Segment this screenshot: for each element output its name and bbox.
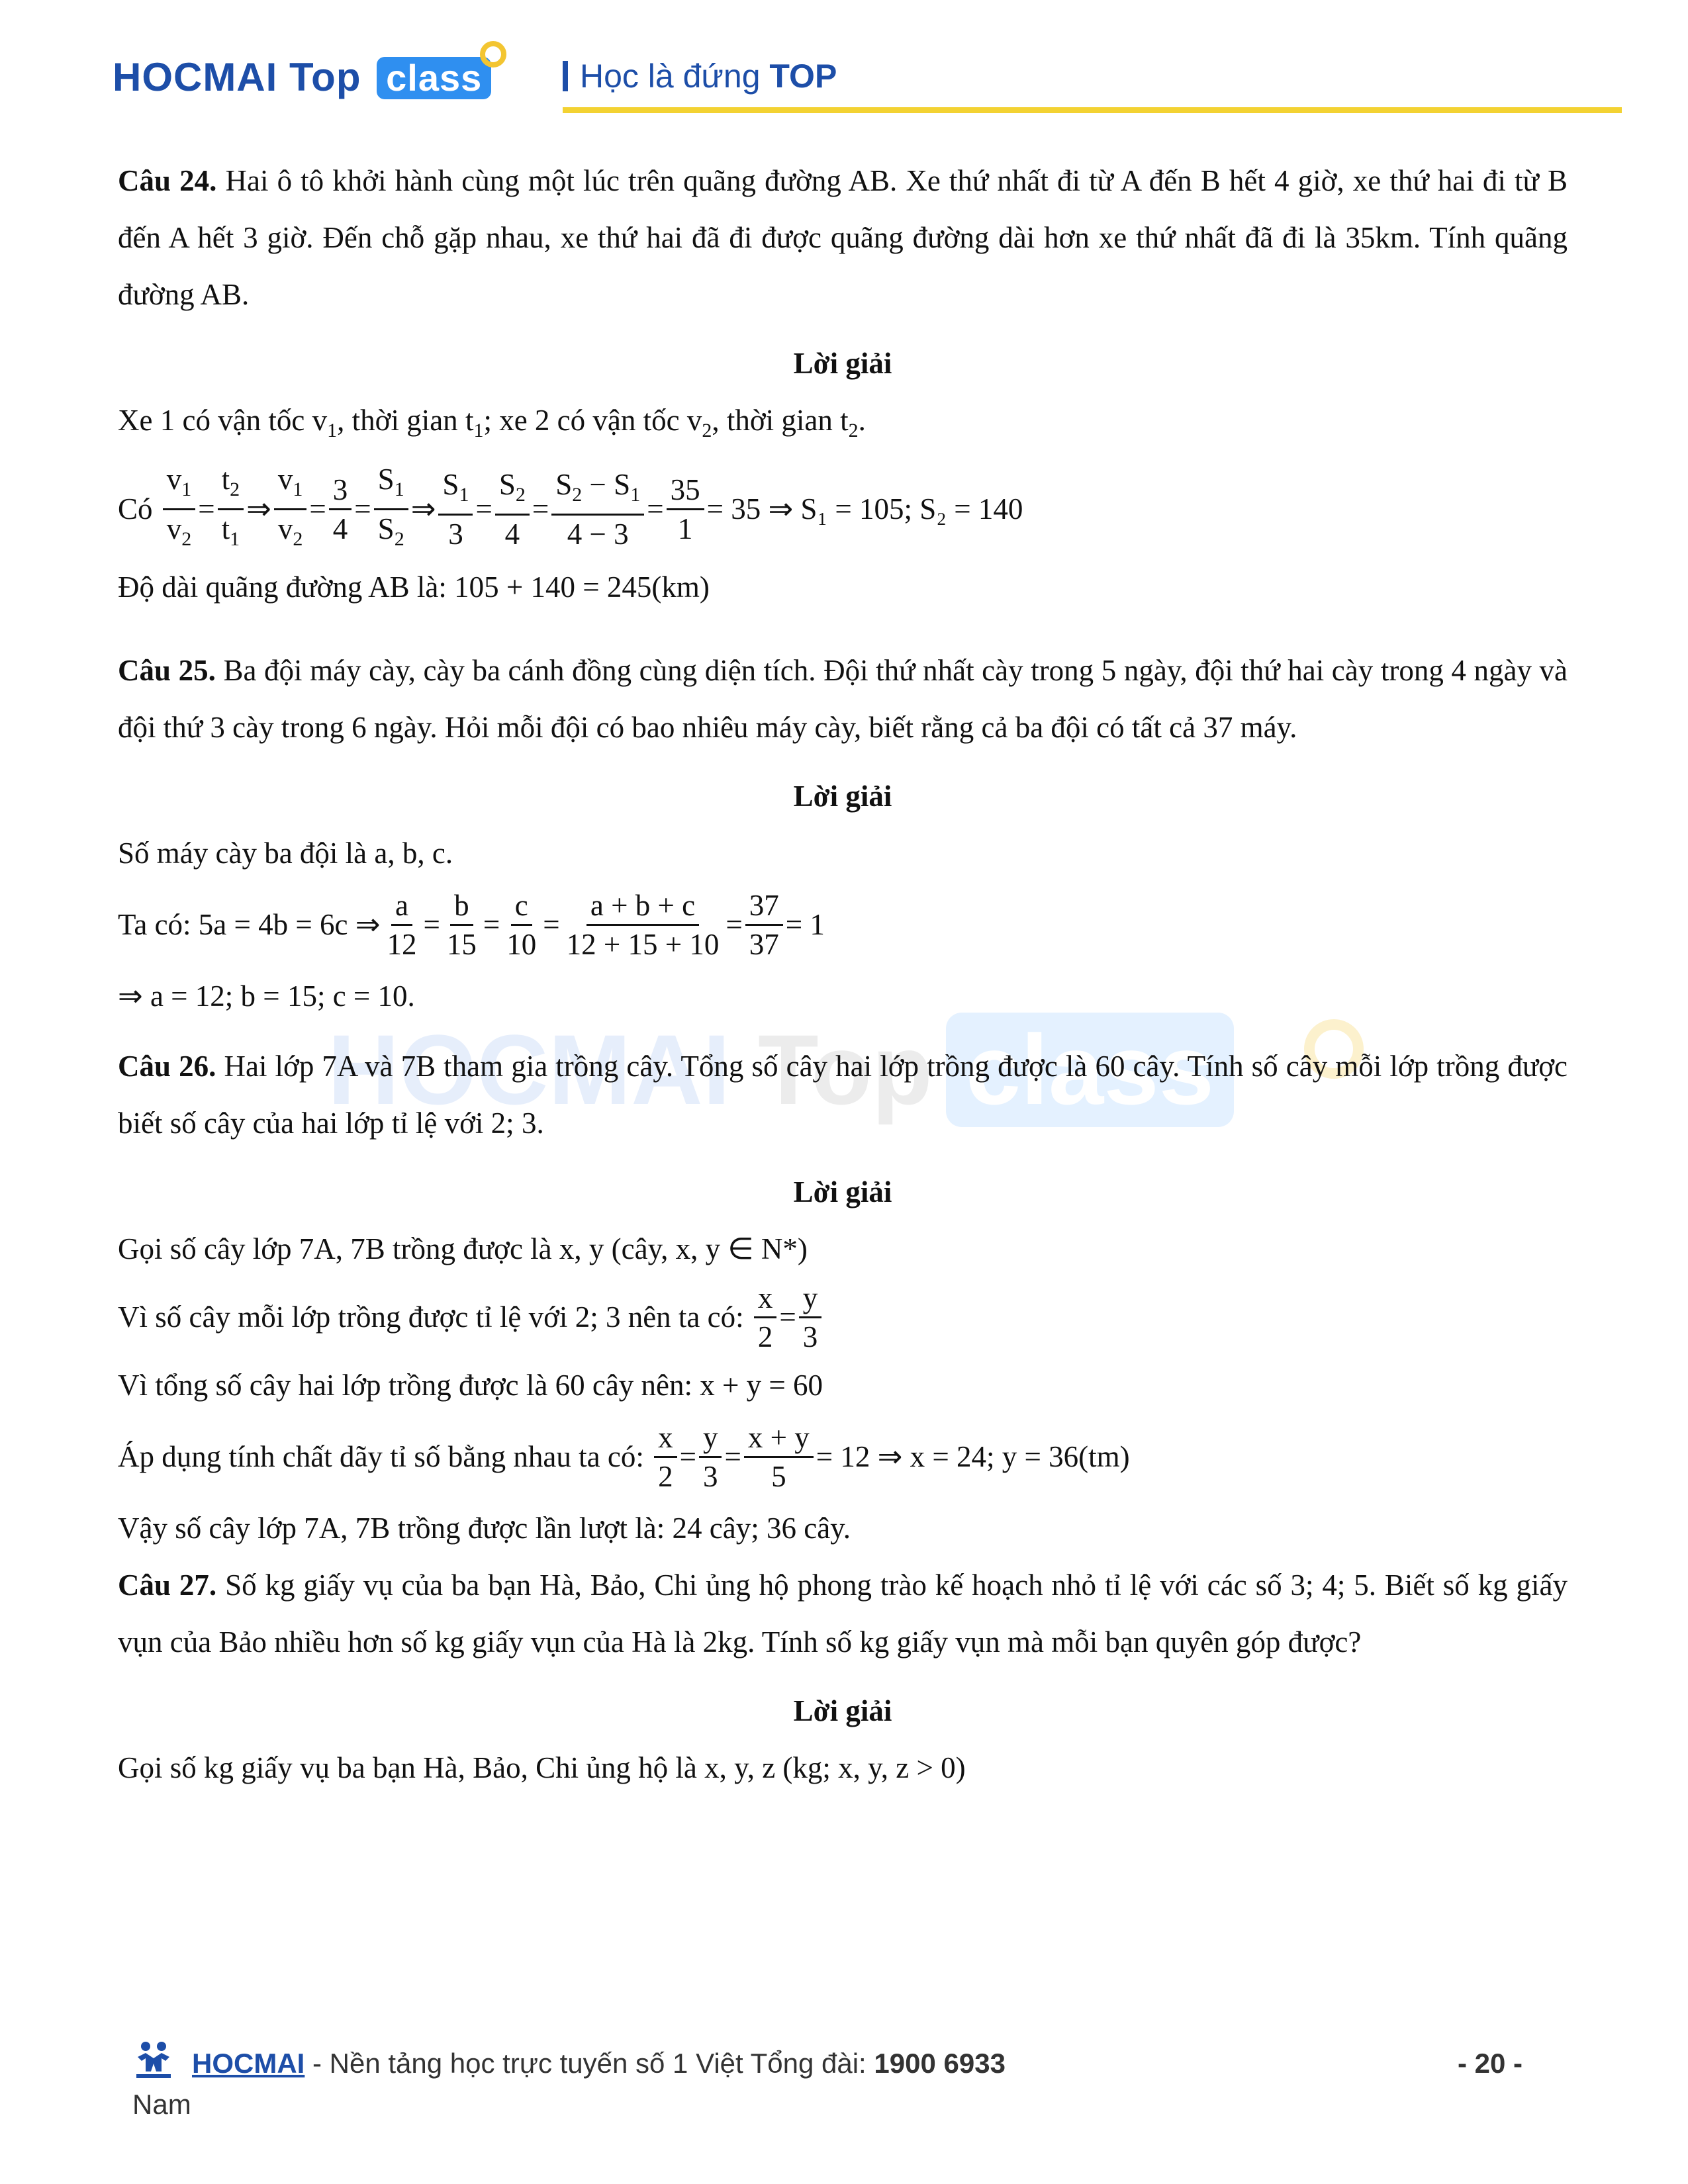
hocmai-topclass-logo: HOCMAI Top class (113, 54, 491, 100)
footer-brand-link[interactable]: HOCMAI (192, 2048, 305, 2079)
q26-line2: Vì số cây mỗi lớp trồng được tỉ lệ với 2; 3 nên ta có: $\frac{x}{2}$ = $\frac{y}{3}$ (118, 1277, 1568, 1357)
page-header (113, 41, 1509, 114)
footer-text: HOCMAI - Nền tảng học trực tuyến số 1 Việt Tổng đài: 1900 6933 (192, 2048, 1006, 2079)
footer-text-cont: Nam (132, 2089, 191, 2120)
q24-equation: Có $\frac{v_1}{v_2}$ = $\frac{t_2}{t_1}$ ⇒ $\frac{v_1}{v_2}$ = $\frac{3}{4}$ = $\frac{S_1}{S_2}$ ⇒ $\frac{S_1}{3}$ = $\frac{S_2}{4}$ = $\frac{S_2 - S_1}{4 - 3}$ = $\frac{35}{1}$ = 35 ⇒ S₁ = 105; S₂ = 140 (118, 459, 1568, 559)
document-body (118, 152, 1568, 1796)
sun-icon (480, 41, 506, 68)
solution-title: Lời giải (793, 1175, 892, 1208)
q25-solution-line1: Số máy cày ba đội là a, b, c. (118, 837, 453, 870)
q26-line3: Vì tổng số cây hai lớp trồng được là 60 cây nên: x + y = 60 (118, 1369, 823, 1402)
q25-equation: Ta có: 5a = 4b = 6c ⇒ $\frac{a}{12}$ = $\frac{b}{15}$ = $\frac{c}{10}$ = $\frac{a + b + c}{12 + 15 + 10}$ = $\frac{37}{37}$ = 1 (118, 882, 1568, 968)
header-divider (563, 107, 1622, 113)
slogan: Học là đứng TOP (563, 57, 837, 95)
question-25: Câu 25. Ba đội máy cày, cày ba cánh đồng cùng diện tích. Đội thứ nhất cày trong 5 ngày, đội thứ hai cày trong 4 ngày và đội thứ 3 cày trong 6 ngày. Hỏi mỗi đội có bao nhiêu máy cày, biết rằng cả ba đội có tất cả 37 máy. (118, 654, 1568, 744)
q26-line5: Vậy số cây lớp 7A, 7B trồng được lần lượt là: 24 cây; 36 cây. (118, 1512, 851, 1545)
q26-line4: Áp dụng tính chất dãy tỉ số bằng nhau ta có: $\frac{x}{2}$ = $\frac{y}{3}$ = $\frac{x + y}{5}$ = 12 ⇒ x = 24; y = 36(tm) (118, 1414, 1568, 1500)
q26-line1: Gọi số cây lớp 7A, 7B trồng được là x, y (cây, x, y ∈ N*) (118, 1232, 808, 1265)
solution-title: Lời giải (793, 780, 892, 813)
q27-line1: Gọi số kg giấy vụ ba bạn Hà, Bảo, Chi ủng hộ là x, y, z (kg; x, y, z > 0) (118, 1751, 966, 1784)
hocmai-logo-icon (132, 2038, 175, 2081)
watermark: HOCMAI Top class (328, 1013, 1234, 1127)
question-24: Câu 24. Hai ô tô khởi hành cùng một lúc trên quãng đường AB. Xe thứ nhất đi từ A đến B hết 4 giờ, xe thứ hai đi từ B đến A hết 3 giờ. Đến chỗ gặp nhau, xe thứ hai đã đi được quãng đường dài hơn xe thứ nhất đã đi là 35km. Tính quãng đường AB. (118, 164, 1568, 311)
q24-final: Độ dài quãng đường AB là: 105 + 140 = 245(km) (118, 570, 710, 604)
page-number: - 20 - (1457, 2048, 1523, 2079)
solution-title: Lời giải (793, 347, 892, 380)
question-26: Câu 26. Hai lớp 7A và 7B tham gia trồng cây. Tổng số cây hai lớp trồng được là 60 cây. Tính số cây mỗi lớp trồng được biết số cây của hai lớp tỉ lệ với 2; 3. (118, 1050, 1568, 1140)
question-27: Câu 27. Số kg giấy vụ của ba bạn Hà, Bảo, Chi ủng hộ phong trào kế hoạch nhỏ tỉ lệ với các số 3; 4; 5. Biết số kg giấy vụn của Bảo nhiều hơn số kg giấy vụn của Hà là 2kg. Tính số kg giấy vụn mà mỗi bạn quyên góp được? (118, 1569, 1568, 1659)
solution-title: Lời giải (793, 1694, 892, 1727)
q24-solution-line1: Xe 1 có vận tốc $v_1$, thời gian $t_1$; xe 2 có vận tốc $v_2$, thời gian $t_2$. (118, 404, 866, 441)
q25-result: ⇒ a = 12; b = 15; c = 10. (118, 979, 415, 1013)
